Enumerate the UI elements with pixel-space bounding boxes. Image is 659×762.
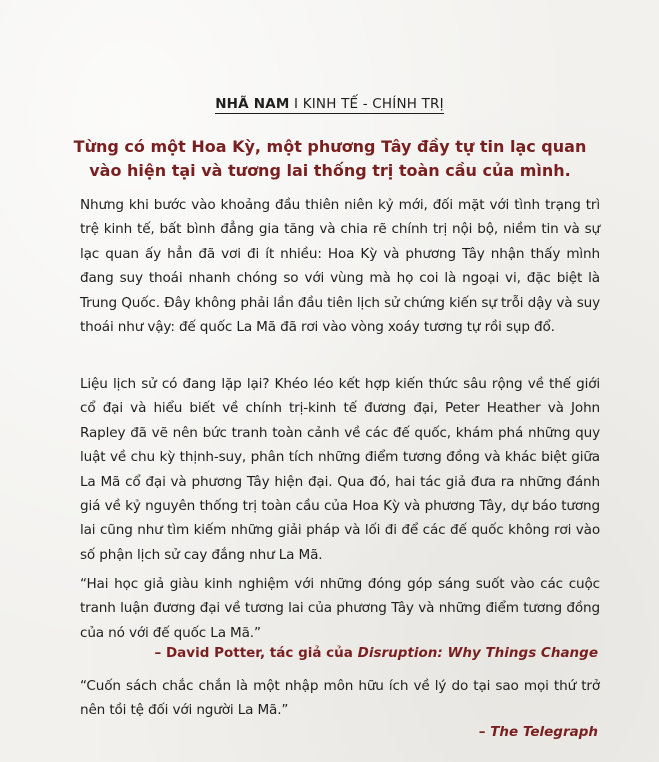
header-separator: I [289, 96, 303, 112]
publisher-brand: NHÃ NAM [215, 96, 290, 112]
review-quote-1: “Hai học giả giàu kinh nghiệm với những đóng góp sáng suốt vào các cuộc tranh luận đương đại về tương lai của phương Tây và những điểm tương đồng của nó với đế quốc La Mã.” [80, 576, 600, 641]
header-category: KINH TẾ - CHÍNH TRỊ [302, 96, 444, 112]
headline-line-2: vào hiện tại và tương lai thống trị toàn cầu của mình. [89, 161, 571, 180]
headline [60, 135, 600, 183]
header-underline [215, 96, 444, 114]
review-attribution-1 [155, 645, 598, 661]
review-attribution-2 [479, 724, 598, 740]
attribution-1-prefix: – David Potter, tác giả của [154, 645, 358, 661]
body-paragraph-1: Nhưng khi bước vào khoảng đầu thiên niên kỷ mới, đối mặt với tình trạng trì trệ kinh tế, bất bình đẳng gia tăng và chia rẽ chính trị nội bộ, niềm tin và sự lạc quan ấy hẳn đã vơi đi ít nhiều: Hoa Kỳ và phương Tây nhận thấy mình đang suy thoái nhanh chóng so với vùng mà họ coi là ngoại vi, đặc biệt là Trung Quốc. Đây không phải lần đầu tiên lịch sử chứng kiến sự trỗi dậy và suy thoái như vậy: đế quốc La Mã đã rơi vào vòng xoáy tương tự rồi sụp đổ. [80, 197, 600, 336]
attribution-1-title: Disruption: Why Things Change [357, 645, 598, 661]
headline-line-1: Từng có một Hoa Kỳ, một phương Tây đầy tự tin lạc quan [73, 137, 587, 156]
body-paragraph-2: Liệu lịch sử có đang lặp lại? Khéo léo kết hợp kiến thức sâu rộng về thế giới cổ đại và hiểu biết về chính trị-kinh tế đương đại, Peter Heather và John Rapley đã vẽ nên bức tranh toàn cảnh về các đế quốc, khám phá những quy luật về chu kỳ thịnh-suy, phân tích những điểm tương đồng và khác biệt giữa La Mã cổ đại và phương Tây hiện đại. Qua đó, hai tác giả đưa ra những đánh giá về kỷ nguyên thống trị toàn cầu của Hoa Kỳ và phương Tây, dự báo tương lai cũng như tìm kiếm những giải pháp và lối đi để các đế quốc không rơi vào số phận lịch sử cay đắng như La Mã. [80, 376, 600, 563]
attribution-2-title: The Telegraph [490, 724, 598, 740]
review-quote-2: “Cuốn sách chắc chắn là một nhập môn hữu ích về lý do tại sao mọi thứ trở nên tồi tệ đối với người La Mã.” [80, 678, 600, 719]
attribution-2-prefix: – [478, 724, 491, 740]
publisher-header [0, 96, 659, 114]
